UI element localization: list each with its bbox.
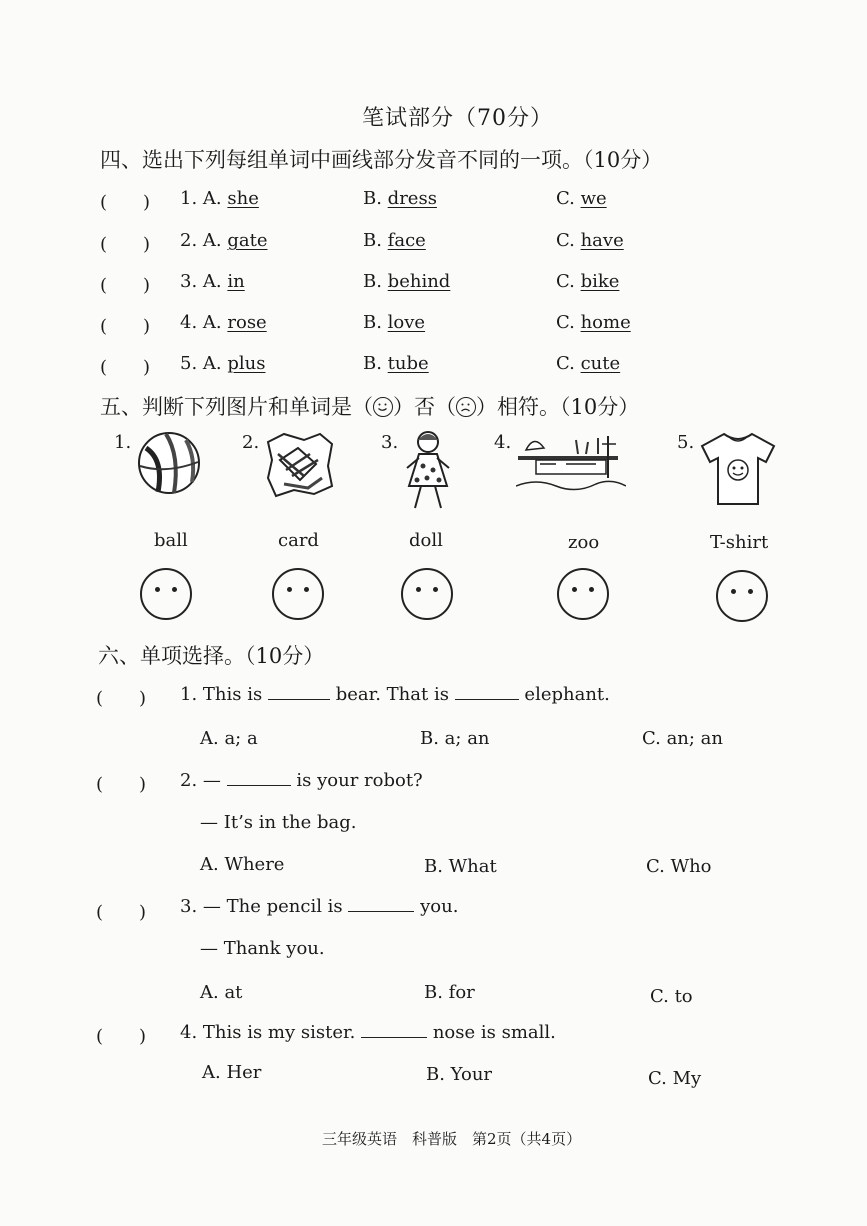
option-a-word[interactable]: she [227, 188, 259, 209]
option-b[interactable] [363, 353, 429, 374]
q4-option-a[interactable]: A. Her [202, 1062, 262, 1083]
q4-option-c[interactable]: C. My [648, 1068, 702, 1089]
q3-text-b: you. [420, 896, 459, 917]
option-a-label: A. [202, 230, 228, 251]
option-b[interactable] [363, 188, 437, 209]
section4-title: 四、选出下列每组单词中画线部分发音不同的一项。（10分） [100, 148, 663, 172]
q2-dialog-line: — It’s in the bag. [200, 812, 357, 833]
option-c[interactable] [556, 230, 624, 251]
question-2 [180, 770, 423, 791]
answer-face-5[interactable] [716, 570, 768, 622]
answer-paren[interactable]: ( ) [100, 234, 151, 255]
eye-icon [304, 587, 309, 592]
q2-text-b: is your robot? [296, 770, 423, 791]
pic-number-3: 3. [381, 432, 399, 453]
eye-icon [589, 587, 594, 592]
word-ball: ball [154, 530, 188, 551]
q1-option-c[interactable]: C. an; an [642, 728, 724, 749]
item-number: 2. [180, 230, 198, 251]
option-b-label: B. [363, 312, 388, 333]
answer-paren[interactable]: ( ) [96, 1026, 147, 1047]
option-b-label: B. [363, 353, 388, 374]
section5-title-part1: 五、判断下列图片和单词是（ [100, 395, 373, 419]
option-a[interactable] [180, 271, 245, 292]
item-number: 3. [180, 271, 198, 292]
page-title: 笔试部分（70分） [362, 106, 553, 131]
sad-face-icon [456, 397, 476, 417]
option-c-word[interactable]: bike [580, 271, 620, 292]
answer-paren[interactable]: ( ) [100, 192, 151, 213]
option-a[interactable] [180, 188, 259, 209]
option-c-label: C. [556, 312, 581, 333]
option-b-word[interactable]: tube [387, 353, 429, 374]
section5-title-part2: ）否（ [393, 395, 456, 419]
q3-option-c[interactable]: C. to [650, 986, 693, 1007]
option-a-label: A. [202, 312, 228, 333]
option-c-word[interactable]: cute [580, 353, 621, 374]
option-a-label: A. [202, 353, 228, 374]
option-b-word[interactable]: love [387, 312, 426, 333]
option-a[interactable] [180, 353, 265, 374]
option-b-label: B. [363, 230, 388, 251]
option-c-word[interactable]: have [580, 230, 624, 251]
eye-icon [416, 587, 421, 592]
option-c-label: C. [556, 230, 581, 251]
option-a-word[interactable]: gate [227, 230, 268, 251]
answer-face-2[interactable] [272, 568, 324, 620]
q1-text-a: 1. This is [180, 684, 263, 705]
option-a[interactable] [180, 312, 267, 333]
eye-icon [287, 587, 292, 592]
option-c[interactable] [556, 188, 607, 209]
answer-face-3[interactable] [401, 568, 453, 620]
word-zoo: zoo [568, 532, 600, 553]
pic-number-4: 4. [494, 432, 512, 453]
option-c-label: C. [556, 271, 581, 292]
answer-paren[interactable]: ( ) [100, 357, 151, 378]
option-a-word[interactable]: plus [227, 353, 266, 374]
option-b-word[interactable]: behind [387, 271, 451, 292]
option-b[interactable] [363, 271, 450, 292]
section5-title-part3: ）相符。（10分） [476, 395, 640, 419]
option-a-label: A. [202, 271, 228, 292]
option-a[interactable] [180, 230, 268, 251]
q3-option-a[interactable]: A. at [200, 982, 243, 1003]
eye-icon [172, 587, 177, 592]
happy-face-icon [373, 397, 393, 417]
q1-text-b: bear. That is [335, 684, 449, 705]
q2-option-a[interactable]: A. Where [200, 854, 285, 875]
option-b-label: B. [363, 271, 388, 292]
answer-paren[interactable]: ( ) [96, 774, 147, 795]
q3-dialog-line: — Thank you. [200, 938, 325, 959]
q3-text-a: 3. — The pencil is [180, 896, 343, 917]
pic-number-1: 1. [114, 432, 132, 453]
park-scene-icon [516, 430, 626, 494]
answer-face-1[interactable] [140, 568, 192, 620]
option-b-label: B. [363, 188, 388, 209]
blank[interactable] [227, 771, 291, 786]
question-1 [180, 684, 610, 705]
blank[interactable] [268, 685, 330, 700]
section5-title [100, 391, 639, 421]
q4-option-b[interactable]: B. Your [426, 1064, 493, 1085]
answer-paren-cell[interactable] [100, 312, 150, 338]
q1-option-b[interactable]: B. a; an [420, 728, 490, 749]
option-c[interactable] [556, 353, 620, 374]
blank[interactable] [361, 1023, 427, 1038]
eye-icon [433, 587, 438, 592]
option-a-label: A. [202, 188, 228, 209]
blank[interactable] [455, 685, 519, 700]
answer-paren-cell[interactable] [100, 271, 150, 297]
option-a-word[interactable]: in [227, 271, 245, 292]
ball-icon [136, 430, 202, 496]
item-number: 5. [180, 353, 198, 374]
answer-paren[interactable]: ( ) [100, 316, 151, 337]
section6-title: 六、单项选择。（10分） [98, 644, 325, 668]
blank[interactable] [348, 897, 414, 912]
pic-number-2: 2. [242, 432, 260, 453]
answer-face-4[interactable] [557, 568, 609, 620]
tshirt-icon [698, 428, 778, 508]
answer-paren-cell[interactable] [100, 230, 150, 256]
option-c-word[interactable]: home [580, 312, 631, 333]
q4-text-b: nose is small. [432, 1022, 556, 1043]
answer-paren-cell[interactable] [100, 353, 150, 379]
option-b-word[interactable]: face [387, 230, 426, 251]
answer-paren[interactable]: ( ) [96, 688, 147, 709]
eye-icon [731, 589, 736, 594]
question-4 [180, 1022, 556, 1043]
option-c[interactable] [556, 271, 619, 292]
q1-option-a[interactable]: A. a; a [200, 728, 258, 749]
option-b[interactable] [363, 230, 426, 251]
doll-icon [401, 428, 455, 512]
page-footer: 三年级英语 科普版 第2页（共4页） [322, 1130, 582, 1148]
card-icon [264, 430, 336, 498]
eye-icon [572, 587, 577, 592]
q4-text-a: 4. This is my sister. [180, 1022, 356, 1043]
eye-icon [155, 587, 160, 592]
option-c-word[interactable]: we [580, 188, 607, 209]
item-number: 1. [180, 188, 198, 209]
answer-paren-cell[interactable] [100, 188, 150, 214]
q1-text-c: elephant. [524, 684, 610, 705]
option-b-word[interactable]: dress [387, 188, 437, 209]
q2-text-a: 2. — [180, 770, 221, 791]
option-c-label: C. [556, 188, 581, 209]
pic-number-5: 5. [677, 432, 695, 453]
option-c-label: C. [556, 353, 581, 374]
option-c[interactable] [556, 312, 631, 333]
word-doll: doll [409, 530, 443, 551]
answer-paren[interactable]: ( ) [96, 902, 147, 923]
question-3 [180, 896, 458, 917]
answer-paren[interactable]: ( ) [100, 275, 151, 296]
word-tshirt: T-shirt [710, 532, 769, 553]
option-a-word[interactable]: rose [227, 312, 267, 333]
eye-icon [748, 589, 753, 594]
word-card: card [278, 530, 319, 551]
option-b[interactable] [363, 312, 425, 333]
q2-option-b[interactable]: B. What [424, 856, 497, 877]
q2-option-c[interactable]: C. Who [646, 856, 712, 877]
q3-option-b[interactable]: B. for [424, 982, 475, 1003]
item-number: 4. [180, 312, 198, 333]
